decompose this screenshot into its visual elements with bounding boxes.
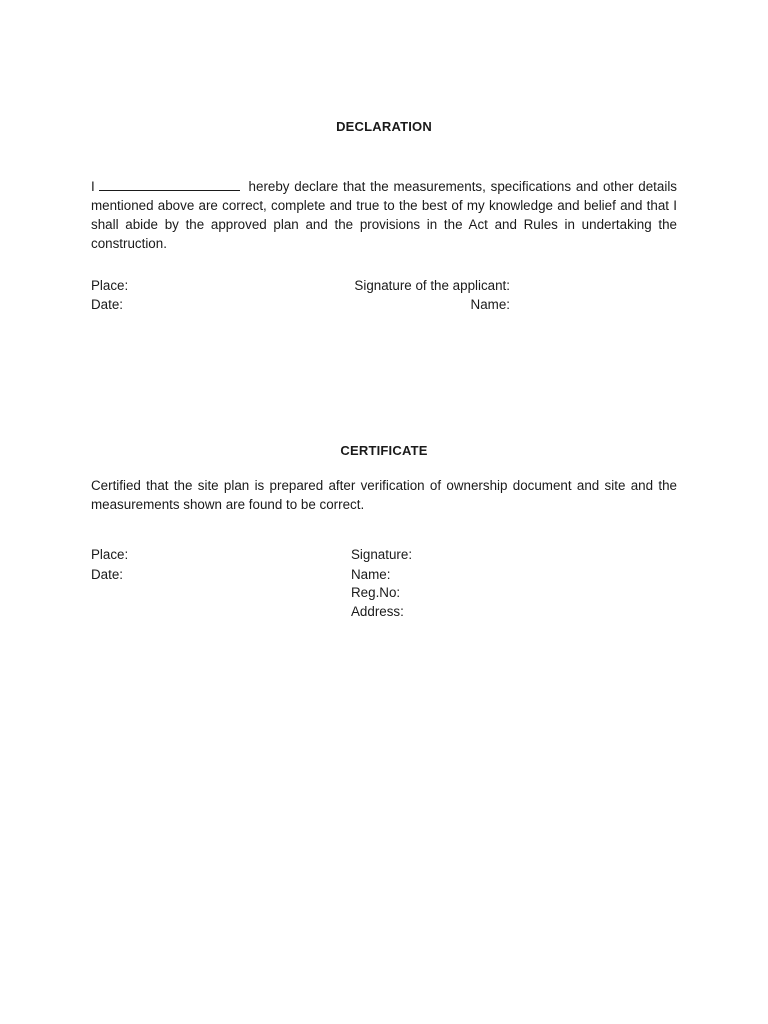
applicant-name-label: Name: — [470, 297, 510, 312]
name-blank-line — [99, 177, 240, 191]
certifier-signature-label: Signature: — [351, 547, 413, 562]
applicant-signature-label: Signature of the applicant: — [354, 278, 510, 293]
declaration-body-text: hereby declare that the measurements, specifications and other details mentioned above are correct, complete and true to the best of my knowledge and belief and that I shall abide by the approved plan and the provisions in the Act and Rules in undertaking the construction. — [91, 179, 677, 251]
declaration-place-label: Place: — [91, 278, 129, 293]
declaration-body — [91, 177, 677, 253]
certificate-title: CERTIFICATE — [340, 443, 428, 458]
certifier-name-label: Name: — [351, 567, 391, 582]
declaration-body-prefix: I — [91, 179, 95, 194]
declaration-date-label: Date: — [91, 297, 124, 312]
certificate-date-label: Date: — [91, 567, 124, 582]
certificate-place-label: Place: — [91, 547, 129, 562]
certifier-address-label: Address: — [351, 604, 404, 619]
declaration-title: DECLARATION — [336, 119, 432, 134]
certificate-body: Certified that the site plan is prepared after verification of ownership document and site and the measurements shown are found to be correct. — [91, 478, 677, 512]
certifier-regno-label: Reg.No: — [351, 585, 401, 600]
